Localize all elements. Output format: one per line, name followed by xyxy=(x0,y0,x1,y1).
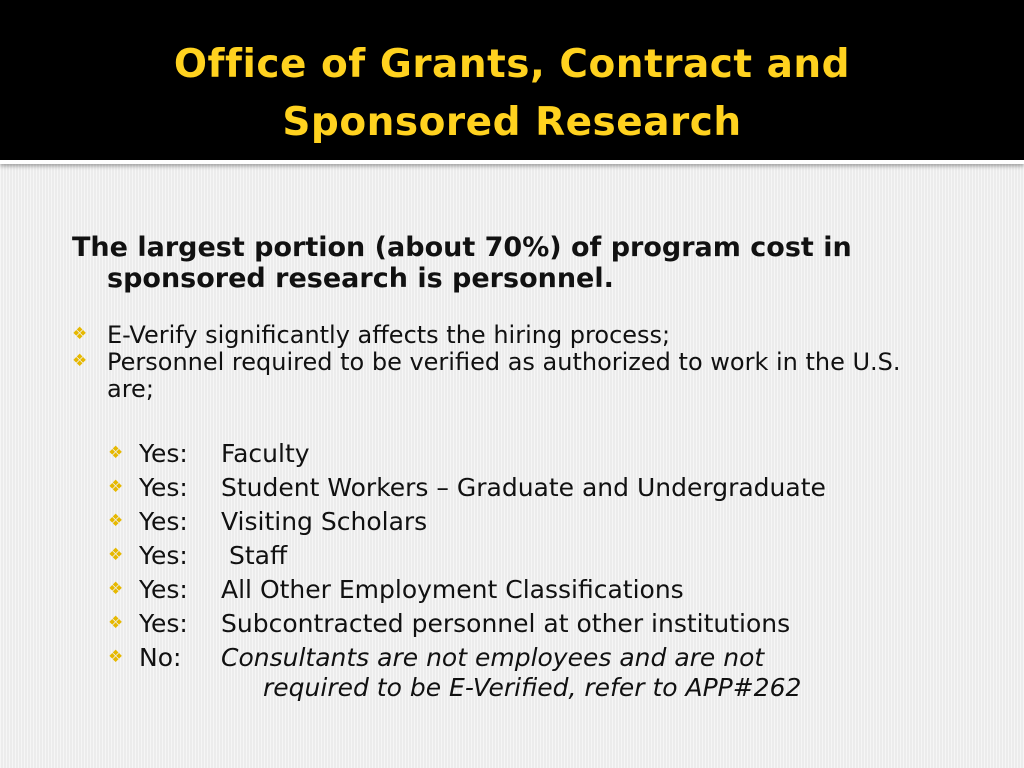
answer-label: Yes: xyxy=(139,609,188,638)
answer-label: No: xyxy=(139,643,182,672)
diamond-bullet-icon: ❖ xyxy=(72,324,88,344)
item-text: Staff xyxy=(221,541,288,570)
title-line-1: Office of Grants, Contract and xyxy=(173,42,851,87)
consultant-note-continued: required to be E-Verified, refer to APP#262 xyxy=(263,673,802,702)
list-item xyxy=(108,573,952,607)
list-item xyxy=(108,437,952,471)
classification-list xyxy=(108,437,952,701)
diamond-bullet-icon: ❖ xyxy=(108,647,124,667)
item-text: Student Workers – Graduate and Undergraduate xyxy=(221,473,826,502)
list-item xyxy=(108,607,952,641)
answer-label: Yes: xyxy=(139,507,188,536)
item-text: Faculty xyxy=(221,439,310,468)
diamond-bullet-icon: ❖ xyxy=(108,443,124,463)
list-item xyxy=(108,539,952,573)
answer-label: Yes: xyxy=(139,473,188,502)
title-line-2: Sponsored Research xyxy=(282,100,742,145)
answer-label: Yes: xyxy=(139,575,188,604)
list-item xyxy=(108,505,952,539)
diamond-bullet-icon: ❖ xyxy=(108,545,124,565)
diamond-bullet-icon: ❖ xyxy=(108,579,124,599)
diamond-bullet-icon: ❖ xyxy=(72,351,88,371)
list-item xyxy=(108,641,952,701)
lead-statement: The largest portion (about 70%) of program cost in sponsored research is personnel. xyxy=(72,232,852,294)
slide-body xyxy=(72,232,952,701)
bullet-list xyxy=(72,322,952,403)
diamond-bullet-icon: ❖ xyxy=(108,477,124,497)
list-item xyxy=(108,471,952,505)
diamond-bullet-icon: ❖ xyxy=(108,511,124,531)
item-text: Subcontracted personnel at other institutions xyxy=(221,609,791,638)
slide-title xyxy=(0,36,1024,152)
bullet-item xyxy=(72,349,952,403)
diamond-bullet-icon: ❖ xyxy=(108,613,124,633)
slide-header xyxy=(0,0,1024,164)
answer-label: Yes: xyxy=(139,439,188,468)
item-text: All Other Employment Classifications xyxy=(221,575,684,604)
item-text: Visiting Scholars xyxy=(221,507,428,536)
bullet-text: E-Verify significantly affects the hiring process; xyxy=(107,321,671,349)
answer-label: Yes: xyxy=(139,541,188,570)
bullet-item xyxy=(72,322,952,349)
consultant-note: Consultants are not employees and are not xyxy=(221,643,765,672)
bullet-text: Personnel required to be verified as authorized to work in the U.S. are; xyxy=(107,348,901,403)
